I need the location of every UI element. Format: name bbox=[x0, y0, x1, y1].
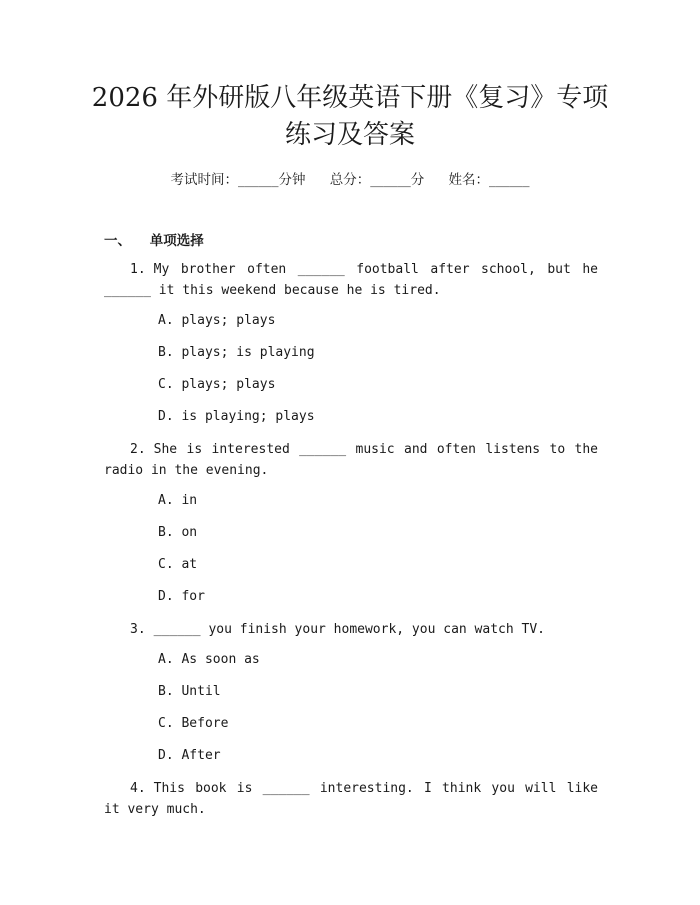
title-line-1: 2026 年外研版八年级英语下册《复习》专项 bbox=[91, 83, 609, 113]
title-line-2: 练习及答案 bbox=[284, 120, 415, 150]
option-2c: C. at bbox=[158, 557, 198, 572]
option-3c: C. Before bbox=[158, 716, 229, 731]
section-title: 单项选择 bbox=[149, 233, 204, 249]
option-1c: C. plays; plays bbox=[158, 377, 276, 392]
document-title bbox=[0, 80, 700, 154]
question-3 bbox=[104, 619, 598, 640]
question-text: My brother often ______ football after school, but he ______ it this weekend because he is tired. bbox=[104, 262, 598, 298]
option-3d: D. After bbox=[158, 748, 221, 763]
question-1 bbox=[104, 259, 598, 301]
question-number: 4. bbox=[130, 781, 146, 796]
question-number: 3. bbox=[130, 622, 146, 637]
option-2d: D. for bbox=[158, 589, 205, 604]
question-2 bbox=[104, 439, 598, 481]
question-number: 2. bbox=[130, 442, 146, 457]
option-3b: B. Until bbox=[158, 684, 221, 699]
question-text: This book is ______ interesting. I think you will like it very much. bbox=[104, 781, 598, 817]
option-2a: A. in bbox=[158, 493, 198, 508]
total-score: 总分：______分 bbox=[329, 172, 425, 188]
student-name: 姓名：______ bbox=[448, 172, 530, 188]
option-1d: D. is playing; plays bbox=[158, 409, 315, 424]
section-number: 一、 bbox=[104, 233, 131, 249]
option-1a: A. plays; plays bbox=[158, 313, 276, 328]
exam-time: 考试时间：______分钟 bbox=[170, 172, 306, 188]
option-3a: A. As soon as bbox=[158, 652, 260, 667]
question-text: ______ you finish your homework, you can watch TV. bbox=[153, 622, 545, 637]
question-number: 1. bbox=[130, 262, 146, 277]
exam-info bbox=[0, 168, 700, 188]
question-text: She is interested ______ music and often listens to the radio in the evening. bbox=[104, 442, 598, 478]
option-1b: B. plays; is playing bbox=[158, 345, 315, 360]
option-2b: B. on bbox=[158, 525, 198, 540]
section-heading bbox=[104, 229, 204, 249]
question-4 bbox=[104, 778, 598, 820]
